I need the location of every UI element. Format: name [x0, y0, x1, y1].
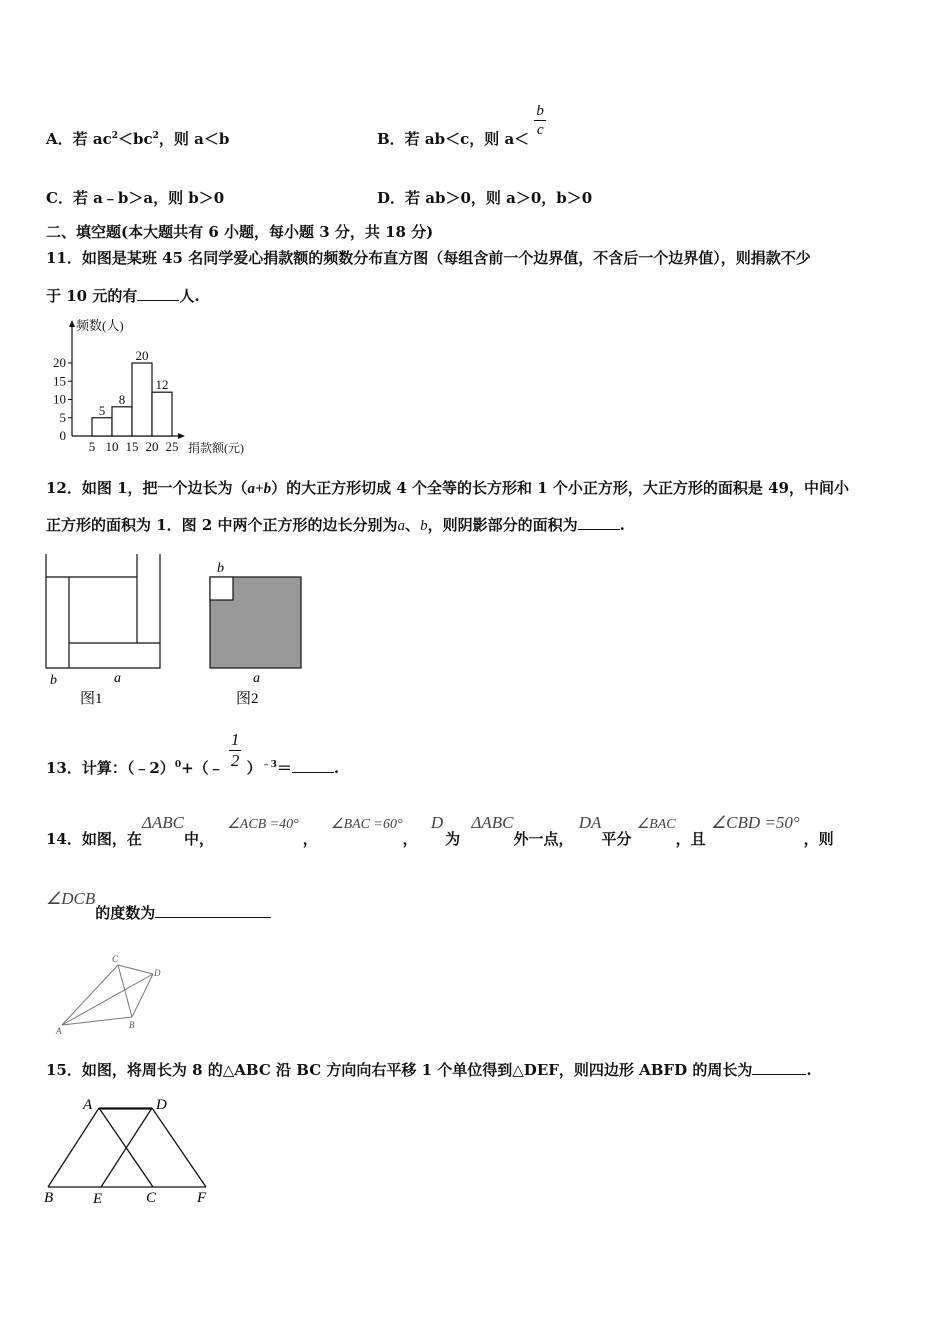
bar-value-label: 8	[118, 391, 126, 407]
q12-figures	[40, 550, 320, 710]
fraction-b-over-c: $\frac{b}{c}$	[536, 103, 544, 138]
segment-DF	[152, 1108, 206, 1187]
bar-value-label: 12	[155, 377, 169, 393]
x-axis-arrow	[178, 433, 185, 439]
option-d: D．若 ab＞0，则 a＞0，b＞0	[377, 189, 593, 207]
q14-line2: ∠DCB的度数为	[46, 888, 271, 909]
segment-AC	[62, 965, 118, 1025]
answer-blank	[155, 903, 271, 918]
fig2-small-square	[210, 577, 233, 600]
y-tick-label: 20	[53, 355, 66, 370]
histogram-chart	[44, 314, 264, 464]
x-axis-label: 捐款额(元)	[188, 441, 244, 455]
fraction-one-half: $\frac{1}{2}$	[230, 730, 240, 770]
figure-2	[210, 577, 301, 668]
answer-blank	[292, 758, 334, 773]
y-axis-arrow	[69, 320, 75, 327]
q15-figure	[40, 1092, 220, 1210]
answer-blank	[752, 1060, 806, 1075]
q12-line1: 12．如图 1，把一个边长为（a+b）的大正方形切成 4 个全等的长方形和 1 个小正方形，大正方形的面积是 49，中间小	[46, 479, 849, 497]
histogram-bar	[92, 418, 112, 436]
y-tick-label: 5	[59, 409, 66, 425]
answer-blank	[137, 286, 179, 301]
section-title: 二、填空题(本大题共有 6 小题，每小题 3 分，共 18 分)	[46, 223, 434, 241]
x-tick-label: 20	[145, 439, 159, 454]
segment-AB	[62, 1017, 132, 1025]
y-tick-label: 0	[59, 428, 66, 443]
fig2-caption: 图2	[236, 691, 259, 707]
q15-text: 15．如图，将周长为 8 的△ABC 沿 BC 方向向右平移 1 个单位得到△DEF，则四边形 ABFD 的周长为 .	[46, 1061, 812, 1079]
point-label-F: F	[197, 1190, 207, 1206]
fig1-label-a: a	[114, 671, 121, 686]
answer-blank	[578, 515, 620, 530]
segment-CD	[118, 965, 153, 974]
y-tick-label: 10	[53, 391, 66, 407]
histogram-bar	[112, 407, 132, 436]
q11-line2: 于 10 元的有 人.	[46, 287, 200, 305]
chart-bars	[92, 363, 172, 436]
bar-value-label: 20	[135, 348, 149, 363]
figure-1	[46, 554, 160, 668]
point-label-A: A	[83, 1097, 93, 1113]
point-label-D: D	[154, 968, 161, 978]
point-label-D: D	[156, 1097, 167, 1113]
q12-line2: 正方形的面积为 1．图 2 中两个正方形的边长分别为a、b，则阴影部分的面积为 .	[46, 516, 625, 534]
q11-line1: 11．如图是某班 45 名同学爱心捐款额的频数分布直方图（每组含前一个边界值，不含后一个边界值），则捐款不少	[46, 249, 811, 267]
q14-line1: 14．如图，在ΔABC中， ∠ACB =40°， ∠BAC =60°， D为 ΔABC外一点， DA平分 ∠BAC，且 ∠CBD =50°，则	[46, 813, 834, 848]
y-tick-label: 15	[53, 373, 66, 389]
point-label-C: C	[146, 1190, 157, 1206]
option-a: A．若 $ac^2<bc^2$，则 a＜b	[46, 130, 230, 148]
x-tick-label: 10	[105, 439, 119, 454]
option-c: C．若 a﹣b＞a，则 b＞0	[46, 189, 225, 207]
point-label-B: B	[129, 1020, 135, 1030]
option-b: B．若 ab＜c，则 a＜ $\frac{b}{c}$	[377, 103, 544, 148]
fig2-label-a: a	[253, 671, 260, 686]
x-tick-label: 5	[88, 439, 96, 454]
x-tick-label: 25	[165, 439, 179, 454]
fig2-label-b: b	[217, 561, 224, 576]
point-label-A: A	[56, 1026, 62, 1036]
fig1-label-b: b	[50, 673, 57, 688]
point-label-C: C	[112, 954, 119, 964]
histogram-bar	[132, 363, 152, 436]
segment-AB	[48, 1108, 99, 1187]
fig1-caption: 图1	[80, 691, 103, 707]
point-label-E: E	[93, 1191, 103, 1207]
fig1-outer-square	[46, 554, 160, 668]
q13: 13．计算：（﹣2）$^0$+（﹣ $\frac{1}{2}$ ）$^{﹣3}$＝ .	[46, 730, 340, 777]
y-axis-label: 频数(人)	[76, 318, 124, 333]
q14-figure	[52, 952, 172, 1036]
x-tick-label: 15	[125, 439, 139, 454]
bar-value-label: 5	[98, 402, 106, 418]
histogram-bar	[152, 392, 172, 436]
segment-AD	[62, 974, 153, 1025]
segment-CB	[118, 965, 132, 1017]
point-label-B: B	[44, 1190, 54, 1206]
